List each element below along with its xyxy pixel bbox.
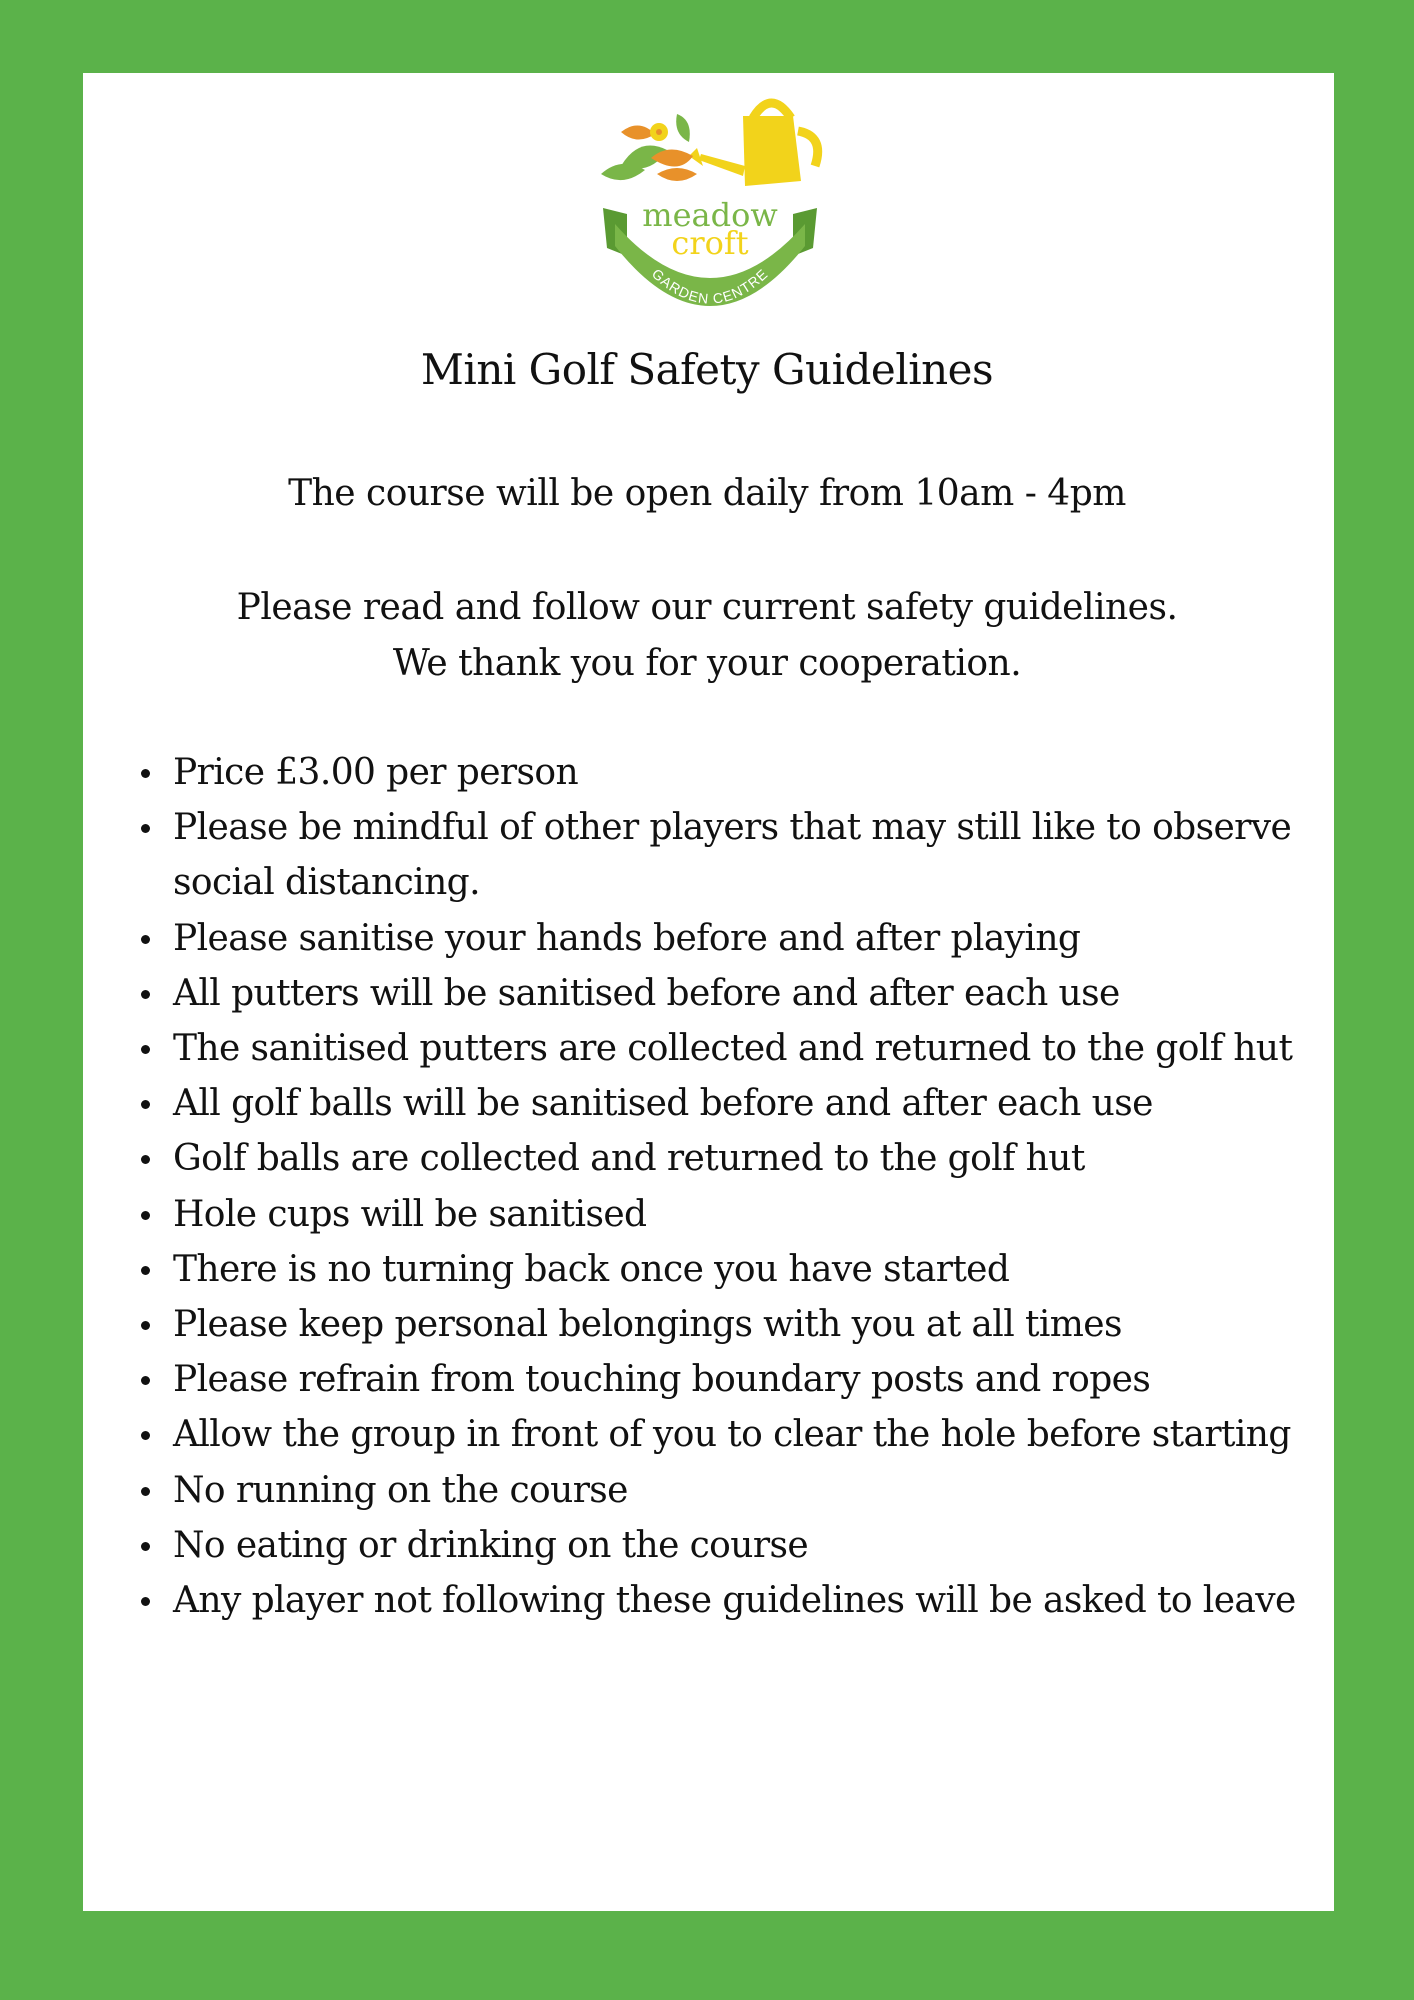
guideline-item: There is no turning back once you have started [173, 1242, 1323, 1297]
guideline-item: Golf balls are collected and returned to the golf hut [173, 1131, 1323, 1186]
guideline-item: No eating or drinking on the course [173, 1518, 1323, 1573]
intro-line: We thank you for your cooperation. [392, 643, 1022, 684]
meadowcroft-logo [593, 96, 827, 322]
opening-hours: The course will be open daily from 10am - 4pm [288, 473, 1126, 514]
guideline-item: The sanitised putters are collected and returned to the golf hut [173, 1021, 1323, 1076]
guideline-item: Please be mindful of other players that may still like to observe social distancing. [173, 800, 1323, 910]
leaves-icon [601, 114, 697, 181]
intro-text [0, 580, 1414, 692]
guideline-item: All golf balls will be sanitised before and after each use [173, 1076, 1323, 1131]
guideline-item: Allow the group in front of you to clear the hole before starting [173, 1407, 1323, 1462]
guideline-item: Please sanitise your hands before and after playing [173, 911, 1323, 966]
guidelines-list [173, 745, 1323, 1628]
guideline-item: Hole cups will be sanitised [173, 1187, 1323, 1242]
intro-line: Please read and follow our current safety guidelines. [236, 587, 1178, 628]
guideline-item: No running on the course [173, 1463, 1323, 1518]
guideline-item: Please refrain from touching boundary posts and ropes [173, 1352, 1323, 1407]
watering-can-icon [689, 103, 818, 186]
page-title: Mini Golf Safety Guidelines [420, 345, 994, 394]
logo-name-line1: meadow [642, 196, 778, 234]
guideline-item: Please keep personal belongings with you at all times [173, 1297, 1323, 1352]
guideline-item: Price £3.00 per person [173, 745, 1323, 800]
guideline-item: All putters will be sanitised before and after each use [173, 966, 1323, 1021]
logo-name-line2: croft [671, 224, 749, 262]
logo-tagline: GARDEN CENTRE [648, 265, 772, 307]
guideline-item: Any player not following these guidelines will be asked to leave [173, 1573, 1323, 1628]
